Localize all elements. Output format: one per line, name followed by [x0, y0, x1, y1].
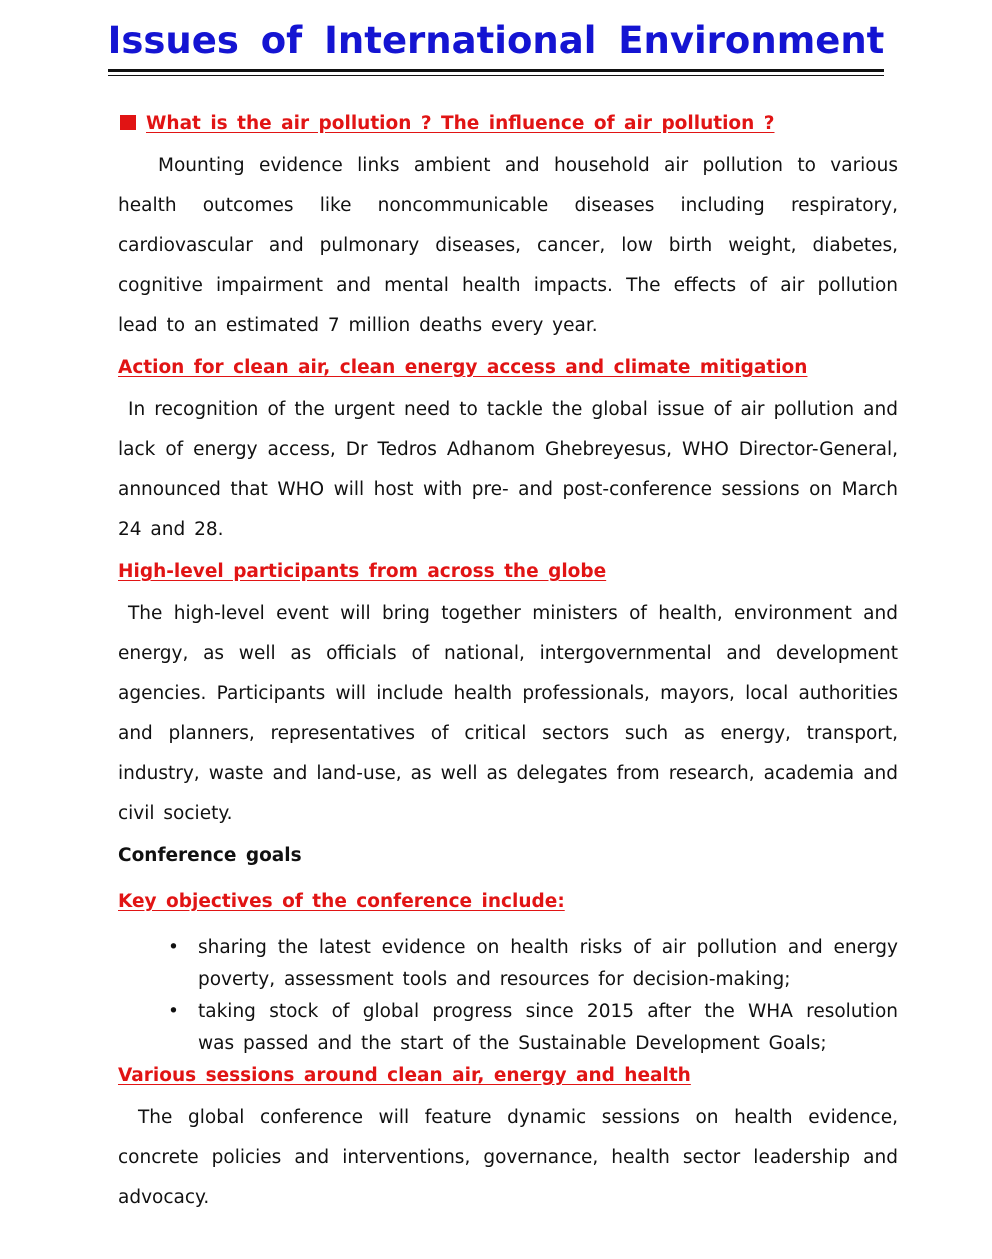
- conference-goals-heading: Conference goals: [118, 845, 302, 866]
- list-item: [168, 932, 898, 996]
- list-item-text: taking stock of global progress since 2015 after the WHA resolution was passed and the start of the Sustainable Development Goals;: [198, 1001, 898, 1054]
- section-paragraph-various-sessions: The global conference will feature dynamic sessions on health evidence, concrete policies and interventions, governance, health sector leadership and advocacy.: [118, 1107, 898, 1208]
- document-body: [118, 108, 898, 1218]
- section-heading-clean-air-action: Action for clean air, clean energy access and climate mitigation: [118, 357, 808, 378]
- page-title: Issues of International Environment: [108, 16, 885, 72]
- section-paragraph-participants: The high-level event will bring together ministers of health, environment and energy, as well as officials of national, intergovernmental and development agencies. Participants will include health professionals, mayors, local authorities and planners, representatives of critical sectors such as energy, transport, industry, waste and land-use, as well as delegates from research, academia and civil society.: [118, 603, 898, 824]
- objectives-list: [118, 932, 898, 1060]
- section-heading-air-pollution: [120, 108, 898, 140]
- red-square-icon: [120, 115, 136, 130]
- list-item: [168, 996, 898, 1060]
- list-item-text: sharing the latest evidence on health risks of air pollution and energy poverty, assessment tools and resources for decision-making;: [198, 937, 898, 990]
- section-paragraph-air-pollution: Mounting evidence links ambient and household air pollution to various health outcomes like noncommunicable diseases including respiratory, cardiovascular and pulmonary diseases, cancer, low birth weight, diabetes, cognitive impairment and mental health impacts. The effects of air pollution lead to an estimated 7 million deaths every year.: [118, 155, 898, 336]
- title-block: [0, 16, 992, 72]
- section-heading-text: What is the air pollution ? The influence of air pollution ?: [146, 113, 775, 134]
- section-paragraph-clean-air-action: In recognition of the urgent need to tackle the global issue of air pollution and lack of energy access, Dr Tedros Adhanom Ghebreyesus, WHO Director-General, announced that WHO will host with pre- and post-conference sessions on March 24 and 28.: [118, 399, 898, 540]
- section-heading-various-sessions: Various sessions around clean air, energy and health: [118, 1065, 691, 1086]
- bullet-icon: •: [168, 937, 179, 958]
- section-heading-key-objectives: Key objectives of the conference include:: [118, 891, 565, 912]
- section-heading-participants: High-level participants from across the globe: [118, 561, 607, 582]
- bullet-icon: •: [168, 1001, 179, 1022]
